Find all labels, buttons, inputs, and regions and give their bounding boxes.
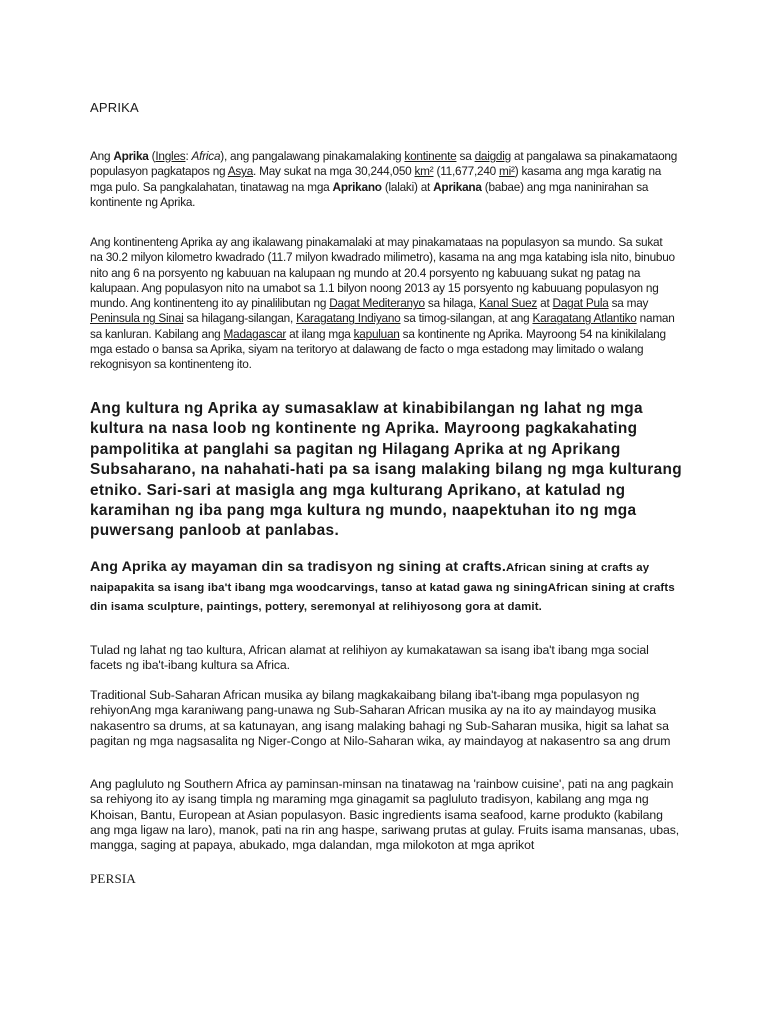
text-run: (babae) ang mga naninirahan sa kontinente ng Aprika. <box>90 179 649 209</box>
paragraph-arts-crafts <box>90 557 690 617</box>
text-run: naman sa kanluran. Kabilang ang <box>90 311 675 341</box>
bold-term: Aprikano <box>332 179 382 194</box>
paragraph-intro <box>90 149 678 210</box>
bold-term: Aprikana <box>433 179 482 194</box>
bold-term: Aprika <box>113 149 149 163</box>
section-heading-persia: PERSIA <box>90 871 136 886</box>
text-run: sa hilaga, <box>424 296 480 311</box>
text-run: sa <box>456 149 475 163</box>
arts-rest-text: African sining at crafts ay naipapakita sa isang iba't ibang mga woodcarvings, tanso at katad gawa ng siningAfrican sining at crafts din isama sculpture, paintings, pottery, seremonyal at relihiyosong gora at damit. <box>90 562 675 613</box>
paragraph-cuisine: Ang pagluluto ng Southern Africa ay paminsan-minsan na tinatawag na 'rainbow cuisine', pati na ang pagkain sa rehiyong ito ay isang timpla ng maraming mga ginagamit sa pagluluto tradisyon, kabilang ang mga ng Khoisan, Bantu, European at Asian populasyon. Basic ingredients isama seafood, karne produkto (kabilang ang mga ligaw na laro), manok, pati na rin ang haspe, sariwang prutas at gulay. Fruits isama mansanas, ubas, mangga, saging at papaya, abukado, mga dalandan, mga milokoton at mga aprikot <box>90 777 680 853</box>
link-madagascar[interactable]: Madagascar <box>223 326 287 341</box>
link-kanal-suez[interactable]: Kanal Suez <box>479 296 538 311</box>
link-km2[interactable]: km² <box>414 164 434 179</box>
text-run: at <box>537 296 553 311</box>
text-run: at ilang mga <box>286 326 354 341</box>
text-run: : <box>185 149 192 163</box>
link-kapuluan[interactable]: kapuluan <box>353 326 400 341</box>
text-run: sa may <box>608 296 649 311</box>
text-run: Ang kontinenteng Aprika ay ang ikalawang pinakamalaki at may pinakamataas na populasyon sa mundo. Sa sukat na 30.2 milyon kilometro kwadrado (11.7 milyon kwadrado milimetro), kasama na ang mga katabing isla nito, binubuo nito ang 6 na porsyento ng kabuuan na kalupaan ng mundo at 20.4 porsyento ng kabuuang sukat ng patag na kalupaan. Ang populasyon nito na umabot sa 1.1 bilyon noong 2013 ay 15 porsyento ng kabuuang populasyon ng mundo. Ang kontinenteng ito ay pinalilibutan ng <box>90 235 675 311</box>
text-run: sa kontinente ng Aprika. Mayroong 54 na kinikilalang mga estado o bansa sa Aprika, siyam na teritoryo at dalawang de facto o mga estadong may limitado o walang rekognisyon sa kontinenteng ito. <box>90 326 666 372</box>
paragraph-religion: Tulad ng lahat ng tao kultura, African alamat at relihiyon ay kumakatawan sa isang iba't ibang mga social facets ng iba't-ibang kultura sa Africa. <box>90 643 649 673</box>
link-kontinente[interactable]: kontinente <box>404 149 457 163</box>
text-run: at pangalawa sa pinakamataong populasyon pagkatapos ng <box>90 149 678 179</box>
link-dagat-pula[interactable]: Dagat Pula <box>552 296 609 311</box>
link-mi2[interactable]: mi² <box>499 164 515 179</box>
text-run: (11,677,240 <box>433 164 500 179</box>
paragraph-culture: Ang kultura ng Aprika ay sumasaklaw at kinabibilangan ng lahat ng mga kultura na nasa loob ng kontinente ng Aprika. Mayroong pagkakahating pampolitika at panglahi sa pagitan ng Hilagang Aprika at ng Aprikang Subsaharano, na nahahati-hati pa sa isang malaking bilang ng mga kulturang etniko. Sari-sari at masigla ang mga kulturang Aprikano, at katulad ng karamihan ng iba pang mga kultura ng mundo, naapektuhan ito ng mga puwersang panloob at panlabas. <box>90 400 683 540</box>
italic-term: Africa <box>191 149 221 163</box>
link-karagatang-indiyano[interactable]: Karagatang Indiyano <box>296 311 401 326</box>
text-run: Ang <box>90 149 114 163</box>
text-run: . May sukat na mga 30,244,050 <box>253 164 415 179</box>
text-run: sa hilagang-silangan, <box>183 311 297 326</box>
link-asya[interactable]: Asya <box>227 164 254 179</box>
text-run: ) kasama ang mga karatig na mga pulo. Sa pangkalahatan, tinatawag na mga <box>90 164 662 194</box>
link-peninsula-ng-sinai[interactable]: Peninsula ng Sinai <box>90 311 184 326</box>
link-dagat-mediteranyo[interactable]: Dagat Mediteranyo <box>329 296 425 311</box>
paragraph-geography <box>90 235 678 373</box>
link-karagatang-atlantiko[interactable]: Karagatang Atlantiko <box>532 311 637 326</box>
link-daigdig[interactable]: daigdig <box>474 149 511 163</box>
arts-lead-text: Ang Aprika ay mayaman din sa tradisyon ng sining at crafts. <box>90 559 506 575</box>
text-run: ( <box>148 149 156 163</box>
paragraph-music: Traditional Sub-Saharan African musika ay bilang magkakaibang bilang iba't-ibang mga populasyon ng rehiyonAng mga karaniwang pang-unawa ng Sub-Saharan African musika ay na ito ay maindayog musika nakasentro sa drums, at sa katunayan, ang isang malaking bahagi ng Sub-Saharan musika, higit sa lahat sa pagitan ng mga nagsasalita ng Niger-Congo at Nilo-Saharan wika, ay maindayog at nakasentro sa ang drum <box>90 688 671 748</box>
link-ingles[interactable]: Ingles <box>155 149 186 163</box>
text-run: (lalaki) at <box>381 179 434 194</box>
text-run: ), ang pangalawang pinakamalaking <box>220 149 405 163</box>
text-run: sa timog-silangan, at ang <box>400 311 533 326</box>
document-heading: APRIKA <box>90 100 139 115</box>
